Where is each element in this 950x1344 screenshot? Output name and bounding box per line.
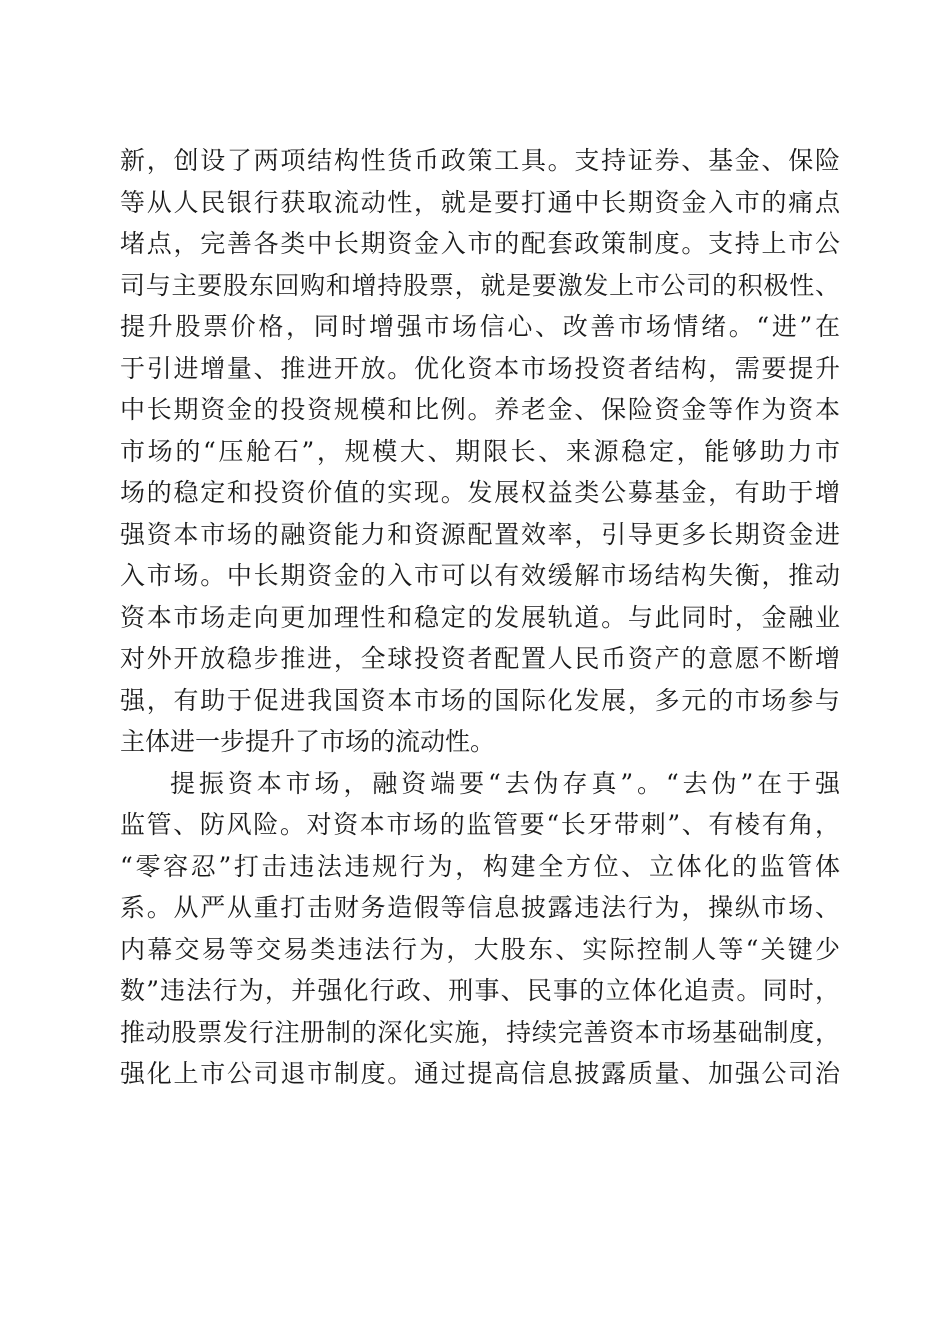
text-line: 监管、防风险。对资本市场的监管要“长牙带刺”、有棱有角，	[120, 810, 840, 839]
text-line: 强，有助于促进我国资本市场的国际化发展，多元的市场参与	[120, 685, 840, 715]
text-line: 提升股票价格，同时增强市场信心、改善市场情绪。“进”在	[120, 312, 840, 341]
text-line: “零容忍”打击违法违规行为，构建全方位、立体化的监管体	[120, 851, 840, 881]
text-line: 主体进一步提升了市场的流动性。	[120, 727, 496, 756]
text-line: 入市场。中长期资金的入市可以有效缓解市场结构失衡，推动	[120, 561, 840, 590]
paragraph-1	[120, 140, 840, 763]
text-line: 强资本市场的融资能力和资源配置效率，引导更多长期资金进	[120, 519, 840, 549]
text-line: 强化上市公司退市制度。通过提高信息披露质量、加强公司治	[120, 1059, 840, 1088]
text-line: 场的稳定和投资价值的实现。发展权益类公募基金，有助于增	[120, 478, 840, 507]
text-line: 对外开放稳步推进，全球投资者配置人民币资产的意愿不断增	[120, 644, 840, 673]
text-line: 新，创设了两项结构性货币政策工具。支持证券、基金、保险	[120, 146, 840, 175]
text-line: 提振资本市场，融资端要“去伪存真”。“去伪”在于强	[170, 768, 840, 798]
text-line: 于引进增量、推进开放。优化资本市场投资者结构，需要提升	[120, 353, 840, 383]
text-line: 等从人民银行获取流动性，就是要打通中长期资金入市的痛点	[120, 187, 840, 217]
text-line: 中长期资金的投资规模和比例。养老金、保险资金等作为资本	[120, 395, 840, 424]
text-line: 市场的“压舱石”，规模大、期限长、来源稳定，能够助力市	[120, 436, 840, 466]
paragraph-2	[120, 763, 840, 1095]
text-line: 推动股票发行注册制的深化实施，持续完善资本市场基础制度，	[120, 1017, 840, 1047]
body-text	[120, 140, 840, 1095]
text-line: 数”违法行为，并强化行政、刑事、民事的立体化追责。同时，	[120, 976, 840, 1005]
text-line: 资本市场走向更加理性和稳定的发展轨道。与此同时，金融业	[120, 602, 840, 632]
text-line: 内幕交易等交易类违法行为，大股东、实际控制人等“关键少	[120, 934, 840, 964]
text-line: 司与主要股东回购和增持股票，就是要激发上市公司的积极性、	[120, 270, 840, 300]
text-line: 系。从严从重打击财务造假等信息披露违法行为，操纵市场、	[120, 893, 840, 922]
text-line: 堵点，完善各类中长期资金入市的配套政策制度。支持上市公	[120, 229, 840, 258]
